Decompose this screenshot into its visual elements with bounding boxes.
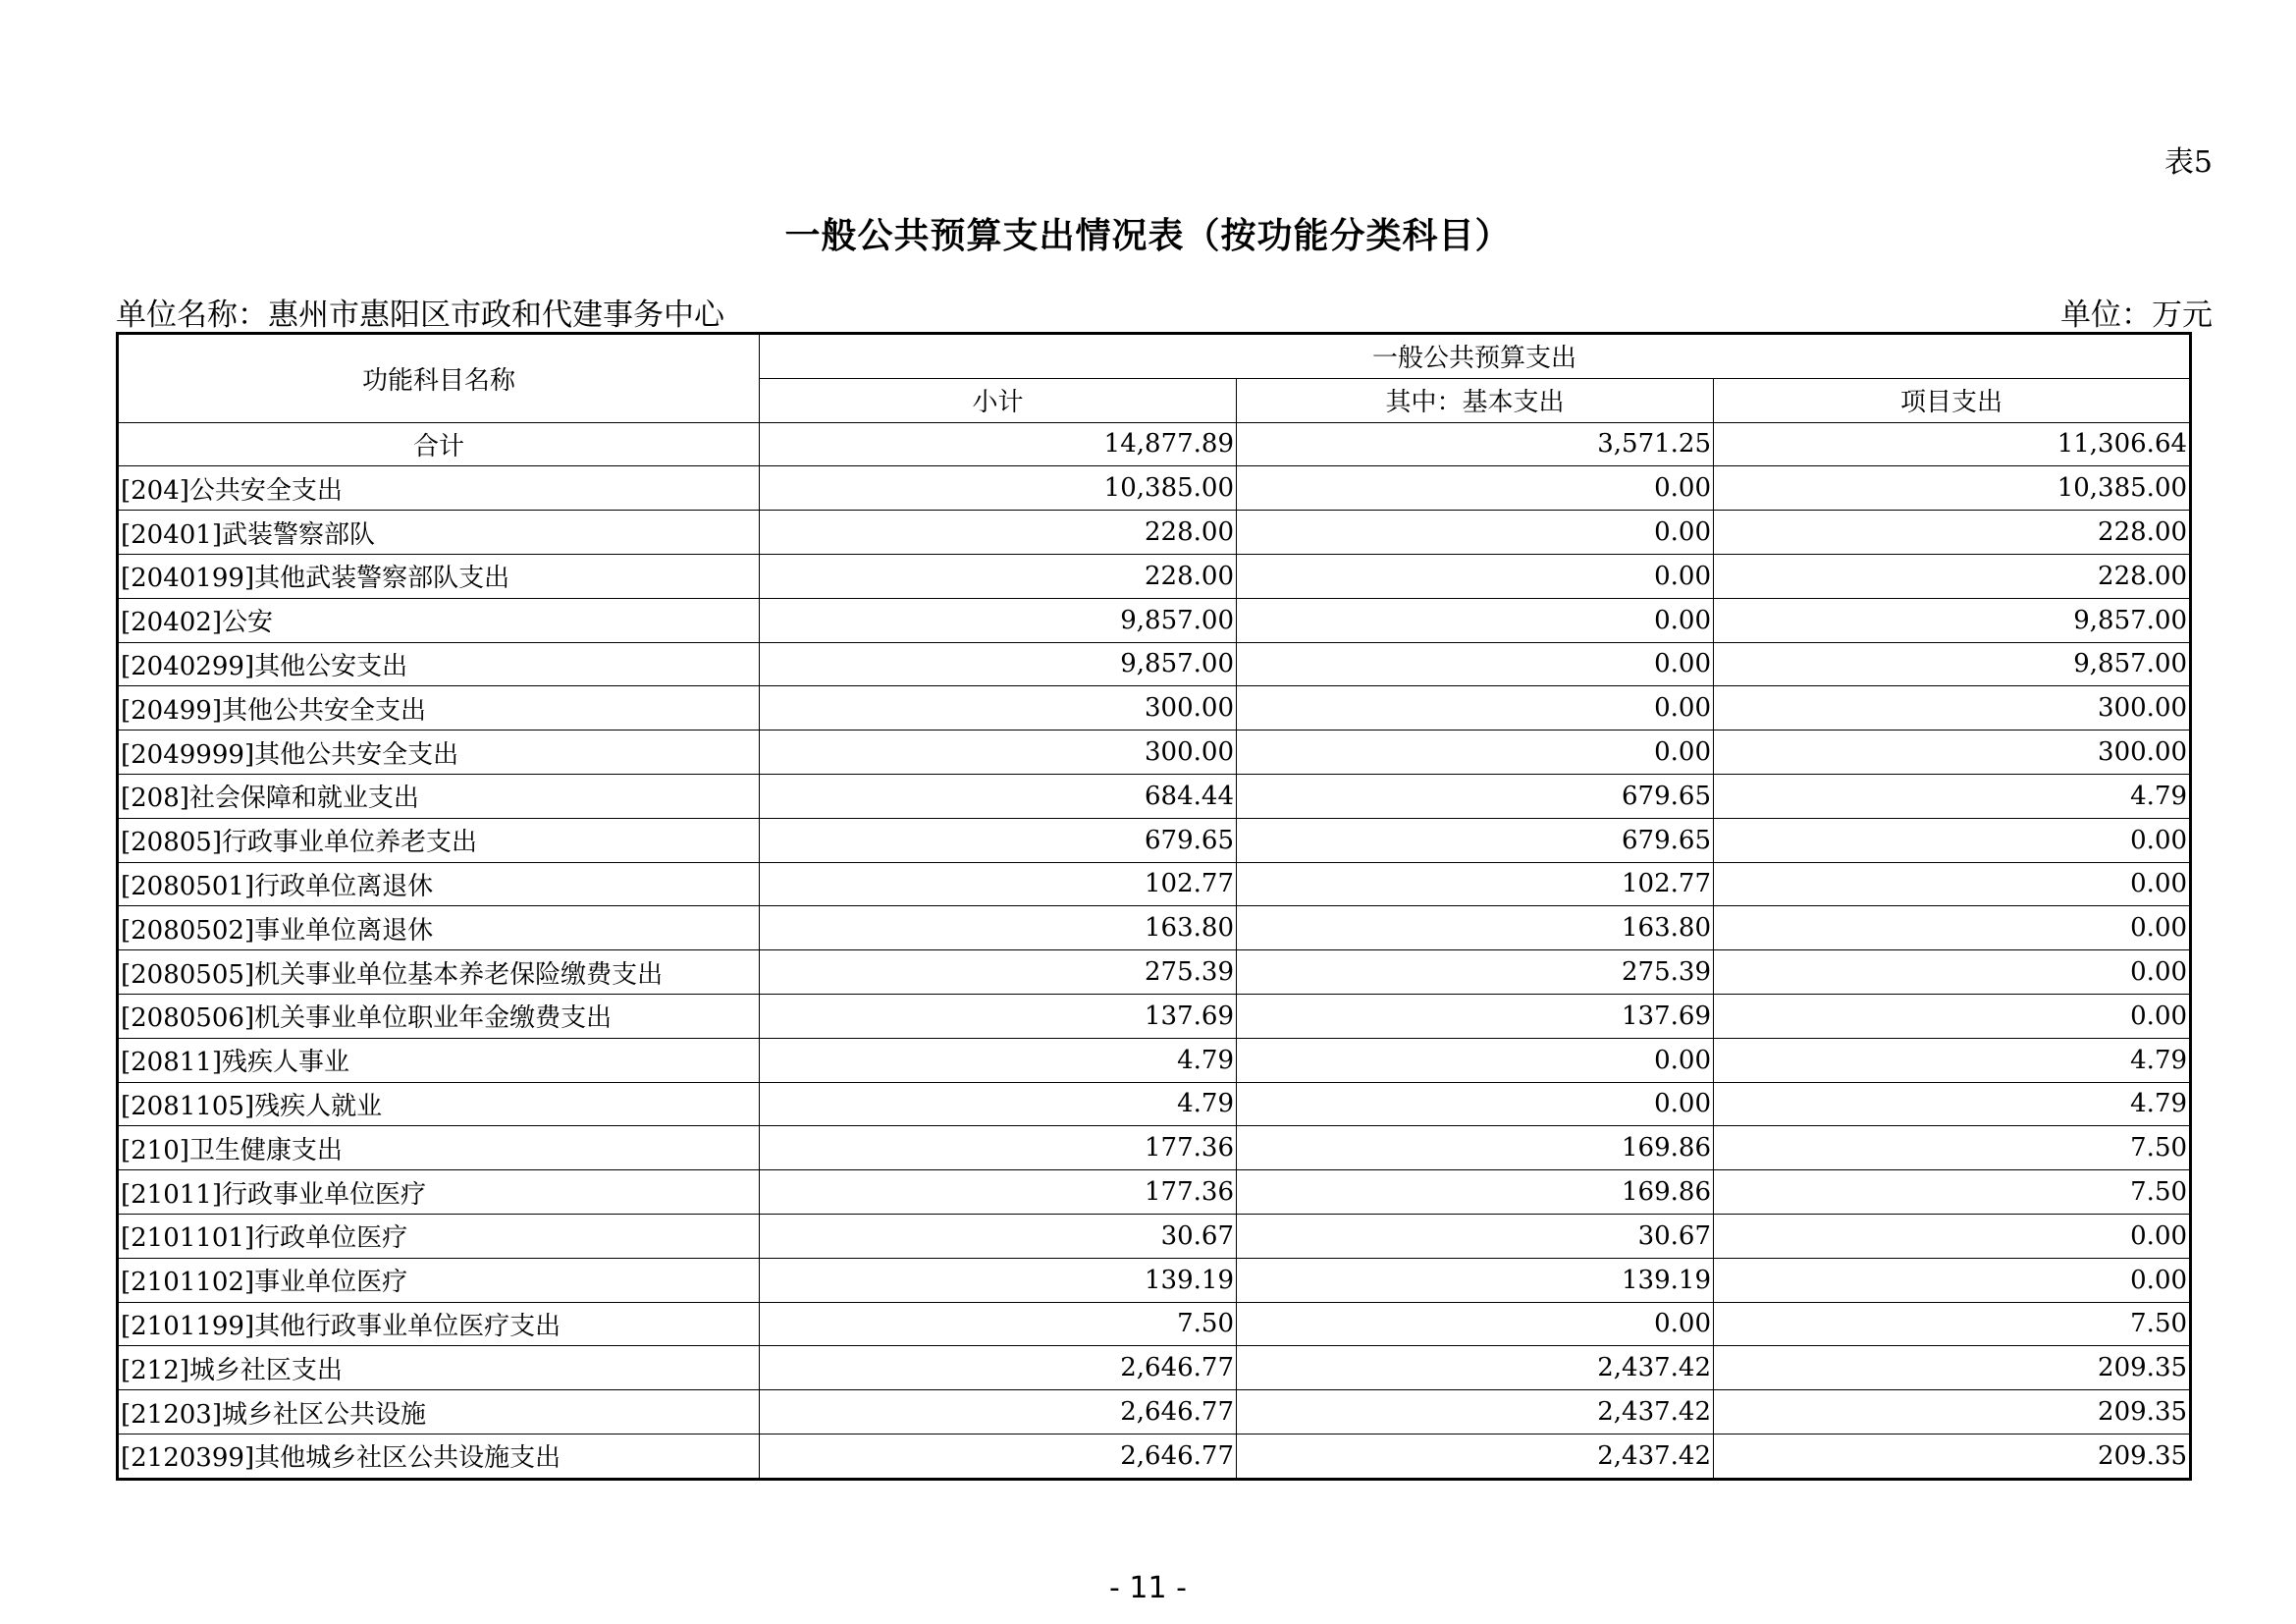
row-name: [2040199]其他武装警察部队支出 bbox=[118, 554, 760, 598]
row-name: [21011]行政事业单位医疗 bbox=[118, 1170, 760, 1215]
row-basic: 3,571.25 bbox=[1237, 422, 1714, 466]
row-basic: 0.00 bbox=[1237, 511, 1714, 555]
table-row bbox=[118, 1258, 2191, 1302]
table-row bbox=[118, 731, 2191, 775]
table-body bbox=[118, 422, 2191, 1479]
row-name: [2081105]残疾人就业 bbox=[118, 1082, 760, 1126]
row-project: 228.00 bbox=[1714, 554, 2191, 598]
row-subtotal: 684.44 bbox=[760, 774, 1237, 818]
table-row bbox=[118, 774, 2191, 818]
row-project: 300.00 bbox=[1714, 731, 2191, 775]
row-project: 7.50 bbox=[1714, 1126, 2191, 1170]
table-number: 表5 bbox=[2163, 145, 2213, 180]
table-row bbox=[118, 1082, 2191, 1126]
row-basic: 679.65 bbox=[1237, 774, 1714, 818]
row-basic: 2,437.42 bbox=[1237, 1434, 1714, 1479]
row-project: 7.50 bbox=[1714, 1302, 2191, 1346]
row-name: [20499]其他公共安全支出 bbox=[118, 686, 760, 731]
row-subtotal: 679.65 bbox=[760, 818, 1237, 862]
row-project: 300.00 bbox=[1714, 686, 2191, 731]
row-subtotal: 275.39 bbox=[760, 950, 1237, 995]
row-subtotal: 9,857.00 bbox=[760, 598, 1237, 642]
row-project: 0.00 bbox=[1714, 906, 2191, 950]
row-name: [204]公共安全支出 bbox=[118, 466, 760, 511]
row-subtotal: 139.19 bbox=[760, 1258, 1237, 1302]
row-subtotal: 2,646.77 bbox=[760, 1434, 1237, 1479]
row-project: 4.79 bbox=[1714, 774, 2191, 818]
header-function-name: 功能科目名称 bbox=[118, 334, 760, 423]
row-name: [2040299]其他公安支出 bbox=[118, 642, 760, 686]
row-project: 228.00 bbox=[1714, 511, 2191, 555]
row-basic: 0.00 bbox=[1237, 554, 1714, 598]
header-group: 一般公共预算支出 bbox=[760, 334, 2191, 379]
row-project: 0.00 bbox=[1714, 950, 2191, 995]
row-subtotal: 102.77 bbox=[760, 862, 1237, 906]
table-row bbox=[118, 642, 2191, 686]
row-name: [20805]行政事业单位养老支出 bbox=[118, 818, 760, 862]
row-basic: 102.77 bbox=[1237, 862, 1714, 906]
row-name: [2080502]事业单位离退休 bbox=[118, 906, 760, 950]
header-project: 项目支出 bbox=[1714, 378, 2191, 422]
row-basic: 163.80 bbox=[1237, 906, 1714, 950]
row-subtotal: 300.00 bbox=[760, 686, 1237, 731]
row-name: [2101199]其他行政事业单位医疗支出 bbox=[118, 1302, 760, 1346]
row-project: 0.00 bbox=[1714, 994, 2191, 1038]
row-subtotal: 9,857.00 bbox=[760, 642, 1237, 686]
table-row bbox=[118, 862, 2191, 906]
row-project: 4.79 bbox=[1714, 1038, 2191, 1082]
row-project: 7.50 bbox=[1714, 1170, 2191, 1215]
row-name: [20401]武装警察部队 bbox=[118, 511, 760, 555]
row-project: 0.00 bbox=[1714, 862, 2191, 906]
row-subtotal: 228.00 bbox=[760, 554, 1237, 598]
row-basic: 275.39 bbox=[1237, 950, 1714, 995]
row-basic: 169.86 bbox=[1237, 1170, 1714, 1215]
table-row bbox=[118, 1170, 2191, 1215]
row-basic: 0.00 bbox=[1237, 731, 1714, 775]
header-basic: 其中：基本支出 bbox=[1237, 378, 1714, 422]
row-subtotal: 14,877.89 bbox=[760, 422, 1237, 466]
row-project: 209.35 bbox=[1714, 1346, 2191, 1390]
row-name: [2049999]其他公共安全支出 bbox=[118, 731, 760, 775]
row-name: [210]卫生健康支出 bbox=[118, 1126, 760, 1170]
row-basic: 139.19 bbox=[1237, 1258, 1714, 1302]
table-row bbox=[118, 906, 2191, 950]
row-basic: 0.00 bbox=[1237, 466, 1714, 511]
row-subtotal: 163.80 bbox=[760, 906, 1237, 950]
row-name: [20811]残疾人事业 bbox=[118, 1038, 760, 1082]
row-basic: 169.86 bbox=[1237, 1126, 1714, 1170]
table-row bbox=[118, 1214, 2191, 1258]
row-name: [2101101]行政单位医疗 bbox=[118, 1214, 760, 1258]
row-project: 11,306.64 bbox=[1714, 422, 2191, 466]
row-basic: 0.00 bbox=[1237, 686, 1714, 731]
row-name: [20402]公安 bbox=[118, 598, 760, 642]
row-subtotal: 177.36 bbox=[760, 1170, 1237, 1215]
row-subtotal: 137.69 bbox=[760, 994, 1237, 1038]
row-name: [21203]城乡社区公共设施 bbox=[118, 1390, 760, 1435]
table-row bbox=[118, 950, 2191, 995]
row-project: 0.00 bbox=[1714, 1214, 2191, 1258]
table-row bbox=[118, 1434, 2191, 1479]
row-name: [208]社会保障和就业支出 bbox=[118, 774, 760, 818]
row-subtotal: 4.79 bbox=[760, 1082, 1237, 1126]
table-row bbox=[118, 1038, 2191, 1082]
row-name: [2120399]其他城乡社区公共设施支出 bbox=[118, 1434, 760, 1479]
table-row bbox=[118, 818, 2191, 862]
row-name: 合计 bbox=[118, 422, 760, 466]
table-row bbox=[118, 511, 2191, 555]
row-name: [2080506]机关事业单位职业年金缴费支出 bbox=[118, 994, 760, 1038]
row-basic: 137.69 bbox=[1237, 994, 1714, 1038]
row-project: 0.00 bbox=[1714, 818, 2191, 862]
row-basic: 0.00 bbox=[1237, 598, 1714, 642]
row-project: 10,385.00 bbox=[1714, 466, 2191, 511]
row-subtotal: 2,646.77 bbox=[760, 1346, 1237, 1390]
row-basic: 0.00 bbox=[1237, 1302, 1714, 1346]
row-subtotal: 10,385.00 bbox=[760, 466, 1237, 511]
table-row bbox=[118, 1302, 2191, 1346]
row-project: 9,857.00 bbox=[1714, 642, 2191, 686]
row-basic: 679.65 bbox=[1237, 818, 1714, 862]
row-subtotal: 177.36 bbox=[760, 1126, 1237, 1170]
row-subtotal: 300.00 bbox=[760, 731, 1237, 775]
row-name: [2080501]行政单位离退休 bbox=[118, 862, 760, 906]
row-subtotal: 228.00 bbox=[760, 511, 1237, 555]
row-basic: 2,437.42 bbox=[1237, 1346, 1714, 1390]
row-name: [212]城乡社区支出 bbox=[118, 1346, 760, 1390]
header-subtotal: 小计 bbox=[760, 378, 1237, 422]
row-name: [2080505]机关事业单位基本养老保险缴费支出 bbox=[118, 950, 760, 995]
table-row bbox=[118, 994, 2191, 1038]
table-row bbox=[118, 1346, 2191, 1390]
row-basic: 0.00 bbox=[1237, 1082, 1714, 1126]
table-row bbox=[118, 422, 2191, 466]
row-subtotal: 7.50 bbox=[760, 1302, 1237, 1346]
currency-unit: 单位：万元 bbox=[2060, 298, 2213, 333]
row-name: [2101102]事业单位医疗 bbox=[118, 1258, 760, 1302]
table-row bbox=[118, 598, 2191, 642]
table-row bbox=[118, 466, 2191, 511]
table-row bbox=[118, 554, 2191, 598]
row-basic: 0.00 bbox=[1237, 1038, 1714, 1082]
table-row bbox=[118, 686, 2191, 731]
row-basic: 30.67 bbox=[1237, 1214, 1714, 1258]
row-subtotal: 2,646.77 bbox=[760, 1390, 1237, 1435]
page-title: 一般公共预算支出情况表（按功能分类科目） bbox=[784, 216, 1512, 256]
row-project: 9,857.00 bbox=[1714, 598, 2191, 642]
row-project: 209.35 bbox=[1714, 1390, 2191, 1435]
row-project: 0.00 bbox=[1714, 1258, 2191, 1302]
header-row-1 bbox=[118, 334, 2191, 379]
table-row bbox=[118, 1390, 2191, 1435]
table-row bbox=[118, 1126, 2191, 1170]
unit-name: 单位名称：惠州市惠阳区市政和代建事务中心 bbox=[116, 298, 724, 333]
page-number: - 11 - bbox=[1109, 1571, 1187, 1605]
row-subtotal: 4.79 bbox=[760, 1038, 1237, 1082]
row-project: 4.79 bbox=[1714, 1082, 2191, 1126]
row-project: 209.35 bbox=[1714, 1434, 2191, 1479]
row-basic: 0.00 bbox=[1237, 642, 1714, 686]
budget-table bbox=[116, 332, 2192, 1481]
row-basic: 2,437.42 bbox=[1237, 1390, 1714, 1435]
row-subtotal: 30.67 bbox=[760, 1214, 1237, 1258]
